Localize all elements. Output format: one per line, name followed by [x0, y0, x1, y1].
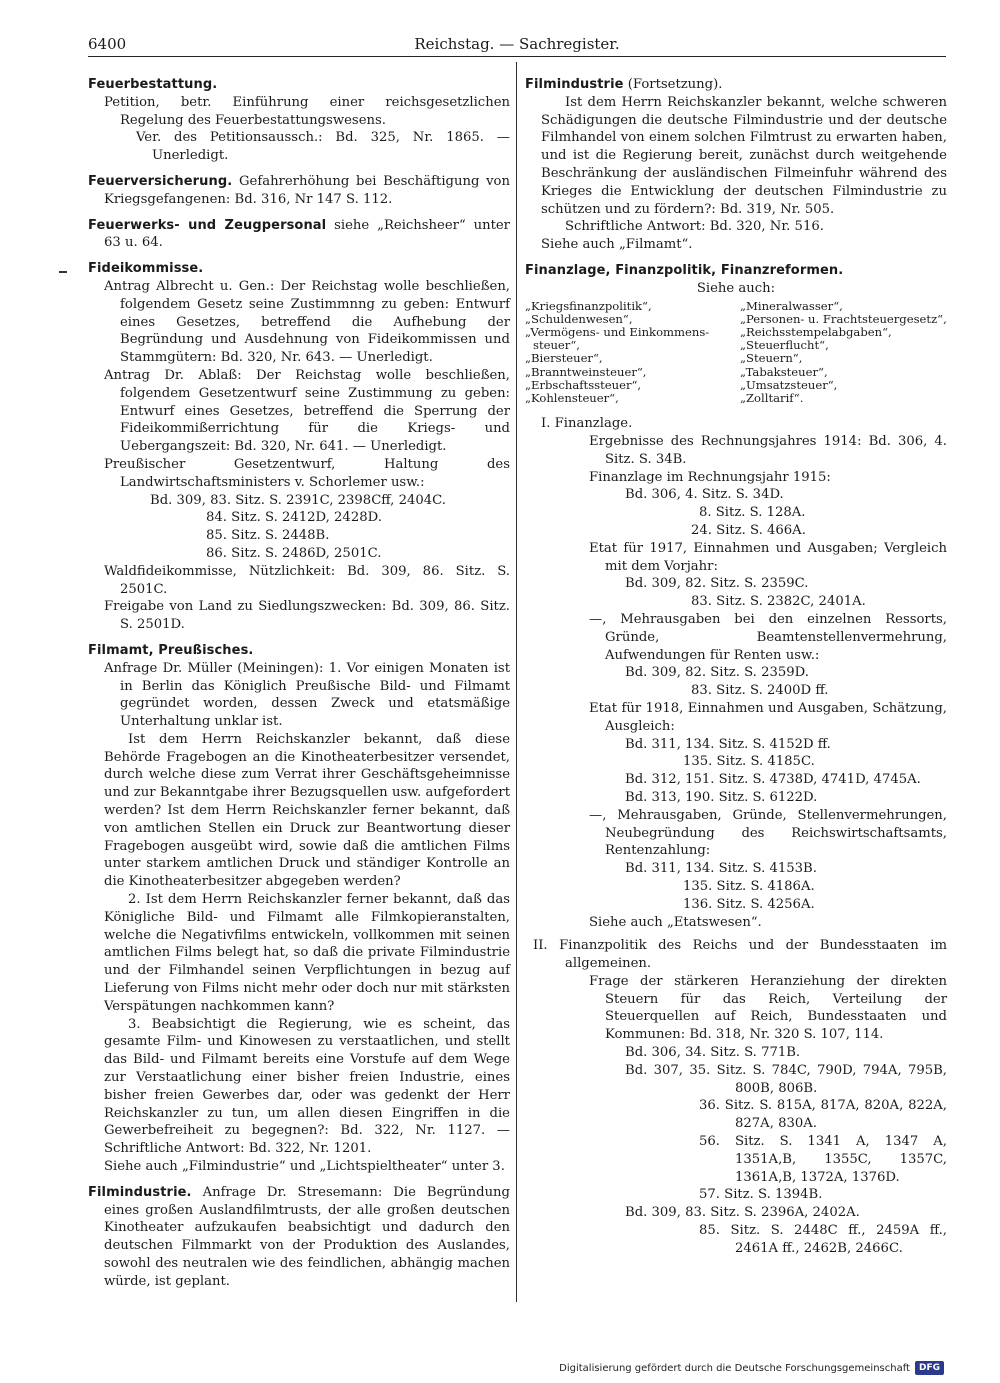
entry-text: Etat für 1917, Einnahmen und Ausgaben; Vergleich mit dem Vorjahr: — [589, 540, 947, 574]
entry-text: Petition, betr. Einführung einer reichsgesetzlichen Regelung des Feuerbestattungswesens. — [104, 94, 510, 128]
entry-text: Schriftliche Antwort: Bd. 320, Nr. 516. — [565, 219, 824, 235]
entry-text: Preußischer Gesetzentwurf, Haltung des Landwirtschaftsministers v. Schorlemer usw.: — [104, 456, 510, 490]
entry-text: Ist dem Herrn Reichskanzler bekannt, daß diese Behörde Fragebogen an die Kinotheaterbesitzer versendet, durch welche diese zum Verrat ihrer Geschäftsgeheimnisse und zur Bekanntgabe ihrer Bezugsquellen usw. aufgefordert werden? Ist dem Herrn Reichskanzler ferner bekannt, daß von amtlichen Stellen ein Druck zur Beantwortung dieser Fragebogen ausgeübt wird, sowie daß die amtlichen Films unter starkem amtlichen Druck und ständiger Kontrolle an die Kinotheaterbesitzer abgegeben werden? — [104, 731, 510, 890]
entry-filmindustrie-cont — [525, 76, 947, 254]
margin-mark — [59, 271, 67, 273]
page-number: 6400 — [88, 35, 127, 53]
entry-heading: Filmindustrie. — [88, 1184, 192, 1200]
entry-heading: Fideikommisse. — [88, 261, 204, 277]
entry-ref: Bd. 313, 190. Sitz. S. 6122D. — [625, 789, 818, 805]
entry-text — [88, 1184, 510, 1291]
entry-body: Anfrage Dr. Stresemann: Die Begründung eines großen Auslandfilmtrusts, der alle großen deutschen Kinotheater aufzukaufen beabsichtigt und dadurch den deutschen Filmmarkt von der Produktion des Auslandes, sowohl des neutralen wie des feindlichen, abhängig machen würde, ist geplant. — [104, 1184, 510, 1289]
entry-heading-line — [525, 76, 947, 94]
entry-heading: Feuerbestattung. — [88, 77, 218, 92]
entry-text: Finanzlage im Rechnungsjahr 1915: — [589, 469, 831, 485]
entry-ref: 85. Sitz. S. 2448B. — [206, 528, 330, 544]
entry-text: Etat für 1918, Einnahmen und Ausgaben, Schätzung, Ausgleich: — [589, 700, 947, 734]
entry-ref: 85. Sitz. S. 2448C ff., 2459A ff., 2461A ff., 2462B, 2466C. — [699, 1223, 947, 1256]
see-also-item: „Mineralwasser“, — [740, 298, 843, 313]
entry-text — [88, 173, 510, 209]
entry-feuerversicherung — [88, 173, 510, 209]
entry-ref: Bd. 306, 34. Sitz. S. 771B. — [625, 1045, 801, 1061]
see-also-item: „Zolltarif“. — [740, 390, 804, 405]
column-divider — [516, 62, 517, 1302]
entry-ref: 136. Sitz. S. 4256A. — [683, 896, 815, 912]
entry-text: Ist dem Herrn Reichskanzler bekannt, welche schweren Schädigungen die deutsche Filmindustrie und der deutsche Filmhandel von einem solchen Filmtrust zu erwarten haben, und ist die Regierung bereit, zunächst durch weitgehende Beschränkung der ausländischen Filmeinfuhr während des Krieges die Entwicklung der deutschen Filmindustrie zu schützen und zu fördern?: Bd. 319, Nr. 505. — [541, 94, 947, 217]
see-also-item: „Reichsstempelabgaben“, — [740, 324, 892, 339]
entry-heading: Finanzlage, Finanzpolitik, Finanzreformen. — [525, 262, 844, 278]
entry-text: Antrag Albrecht u. Gen.: Der Reichstag wolle beschließen, folgendem Gesetz seine Zustimmnng zu geben: Entwurf eines Gesetzes, betreffend die Aufhebung der Begründung und Ausdehnung von Fideikommissen und Stammgütern: Bd. 320, Nr. 643. — Unerledigt. — [104, 278, 510, 366]
entry-feuerbestattung — [88, 76, 510, 165]
page-header — [88, 33, 946, 57]
see-also-item: „Schuldenwesen“, — [525, 311, 633, 326]
entry-body: siehe „Reichsheer“ unter 63 u. 64. — [104, 217, 510, 251]
see-also-item: „Personen- u. Frachtsteuergesetz“, — [740, 311, 947, 326]
see-also-item: „Erbschaftssteuer“, — [525, 377, 642, 392]
section-label: II. Finanzpolitik des Reichs und der Bundesstaaten im allgemeinen. — [533, 938, 947, 972]
entry-ref: Bd. 311, 134. Sitz. S. 4152D ff. — [625, 736, 831, 752]
entry-ref: Bd. 309, 82. Sitz. S. 2359C. — [625, 576, 809, 592]
entry-text: Anfrage Dr. Müller (Meiningen): 1. Vor einigen Monaten ist in Berlin das Königlich Preußische Bild- und Filmamt gegründet worden, dessen Zweck und etatsmäßige Unterhaltung unklar ist. — [104, 660, 510, 730]
entry-text: 3. Beabsichtigt die Regierung, wie es scheint, das gesamte Film- und Kinowesen zu verstaatlichen, und stellt das Bild- und Filmamt bereits eine Vorstufe auf dem Wege zur Verstaatlichung einer bisher freien Industrie, eines bisher freien Gewerbes dar, oder was gedenkt der Herr Reichskanzler zu tun, um allen diesen Eingriffen in die Gewerbefreiheit zu begegnen?: Bd. 322, Nr. 1127. — Schriftliche Antwort: Bd. 322, Nr. 1201. — [104, 1016, 510, 1157]
entry-ref: 86. Sitz. S. 2486D, 2501C. — [206, 545, 382, 561]
entry-fideikommisse — [88, 260, 510, 634]
entry-text: 2. Ist dem Herrn Reichskanzler ferner bekannt, daß das Königliche Bild- und Filmamt alle Filmkopieranstalten, welche die Negativfilms entwickeln, vollkommen mit seinen amtlichen Films belegt hat, so daß die private Filmindustrie und der Filmhandel seinen Verpflichtungen in bezug auf Lieferung von Films nicht mehr oder doch nur mit stärksten Verspätungen nachkommen kann? — [104, 892, 510, 1014]
entry-ref: 56. Sitz. S. 1341 A, 1347 A, 1351A,B, 1355C, 1357C, 1361A,B, 1372A, 1376D. — [699, 1134, 947, 1185]
entry-heading: Feuerwerks- und Zeugpersonal — [88, 217, 327, 233]
entry-text: —, Mehrausgaben, Gründe, Stellenvermehrungen, Neubegründung des Reichswirtschaftsamts, Rentenzahlung: — [589, 807, 947, 859]
entry-ref: Bd. 309, 83. Sitz. S. 2391C, 2398Cff, 2404C. — [150, 492, 446, 508]
entry-ref: Bd. 312, 151. Sitz. S. 4738D, 4741D, 4745A. — [625, 772, 921, 788]
entry-ref: 135. Sitz. S. 4186A. — [683, 878, 815, 894]
right-column — [525, 76, 947, 1263]
entry-ref: 83. Sitz. S. 2382C, 2401A. — [691, 594, 866, 610]
entry-text: Freigabe von Land zu Siedlungszwecken: Bd. 309, 86. Sitz. S. 2501D. — [104, 599, 510, 633]
see-also-item: „Kriegsfinanzpolitik“, — [525, 298, 652, 313]
entry-text: Ergebnisse des Rechnungsjahres 1914: Bd. 306, 4. Sitz. S. 34B. — [589, 433, 947, 467]
entry-ref: Bd. 309, 82. Sitz. S. 2359D. — [625, 665, 809, 681]
see-also-label: Siehe auch: — [696, 280, 776, 296]
running-title: Reichstag. — Sachregister. — [414, 35, 620, 53]
entry-filmamt — [88, 642, 510, 1176]
entry-heading-suffix: (Fortsetzung). — [627, 77, 723, 92]
entry-text: —, Mehrausgaben bei den einzelnen Ressorts, Gründe, Beamtenstellenvermehrung, Aufwendungen für Renten usw.: — [589, 611, 947, 663]
entry-filmindustrie — [88, 1184, 510, 1291]
section-finanzlage-2 — [525, 937, 947, 1257]
entry-text: Siehe auch „Etatswesen“. — [589, 914, 762, 930]
see-also-item: „Kohlensteuer“, — [525, 390, 619, 405]
see-also-left — [525, 300, 732, 406]
see-also-list — [525, 298, 947, 416]
see-also-item: „Steuern“, — [740, 351, 803, 366]
entry-ref: 8. Sitz. S. 128A. — [699, 505, 806, 521]
see-also-item: „Vermögens- und Einkommens- — [525, 324, 710, 339]
entry-heading: Filmamt, Preußisches. — [88, 642, 254, 658]
entry-finanzlage — [525, 262, 947, 1258]
entry-text: Waldfideikommisse, Nützlichkeit: Bd. 309, 86. Sitz. S. 2501C. — [104, 563, 510, 597]
entry-text: Siehe auch „Filmindustrie“ und „Lichtspieltheater“ unter 3. — [104, 1159, 505, 1175]
entry-ref: Bd. 311, 134. Sitz. S. 4153B. — [625, 861, 817, 877]
entry-ref: 135. Sitz. S. 4185C. — [683, 754, 815, 770]
section-finanzlage-1 — [525, 415, 947, 931]
see-also-item: „Branntweinsteuer“, — [525, 364, 647, 379]
entry-text: Siehe auch „Filmamt“. — [541, 237, 693, 253]
entry-feuerwerks — [88, 217, 510, 253]
entry-text: Frage der stärkeren Heranziehung der direkten Steuern für das Reich, Verteilung der Steuerquellen auf Reich, Bundesstaaten und Kommunen: Bd. 318, Nr. 320 S. 107, 114. — [589, 973, 947, 1043]
see-also-item: „Biersteuer“, — [525, 351, 603, 366]
entry-ref: 83. Sitz. S. 2400D ff. — [691, 683, 829, 699]
entry-ref: 36. Sitz. S. 815A, 817A, 820A, 822A, 827A, 830A. — [699, 1098, 947, 1132]
left-column — [88, 76, 510, 1296]
entry-body: Gefahrerhöhung bei Beschäftigung von Kriegsgefangenen: Bd. 316, Nr 147 S. 112. — [104, 173, 510, 207]
entry-heading: Filmindustrie — [525, 77, 624, 92]
see-also-item: „Tabaksteuer“, — [740, 364, 828, 379]
entry-ref: 24. Sitz. S. 466A. — [691, 522, 806, 538]
see-also-item: „Umsatzsteuer“, — [740, 377, 838, 392]
footer-text: Digitalisierung gefördert durch die Deutsche Forschungsgemeinschaft — [559, 1362, 910, 1374]
see-also-item: „Steuerflucht“, — [740, 338, 829, 353]
entry-ref: Bd. 309, 83. Sitz. S. 2396A, 2402A. — [625, 1205, 860, 1221]
entry-ref: 57. Sitz. S. 1394B. — [699, 1187, 823, 1203]
see-also-right — [740, 300, 947, 406]
entry-ref: Bd. 307, 35. Sitz. S. 784C, 790D, 794A, 795B, 800B, 806B. — [625, 1062, 947, 1096]
entry-ref: 84. Sitz. S. 2412D, 2428D. — [206, 510, 382, 526]
entry-text: Antrag Dr. Ablaß: Der Reichstag wolle beschließen, folgendem Gesetzentwurf seine Zustimmung zu geben: Entwurf eines Gesetzes, betreffend die Sperrung der Fideikommißerrichtung für die Kriegs- und Uebergangszeit: Bd. 320, Nr. 641. — Unerledigt. — [104, 367, 510, 455]
entry-ref: Ver. des Petitionsaussch.: Bd. 325, Nr. 1865. — Unerledigt. — [136, 130, 510, 164]
section-label: I. Finanzlage. — [541, 416, 633, 432]
see-also-item: steuer“, — [533, 338, 580, 353]
footer — [559, 1361, 944, 1375]
entry-text — [88, 217, 510, 253]
dfg-logo-icon: DFG — [915, 1361, 944, 1375]
entry-heading: Feuerversicherung. — [88, 173, 233, 189]
entry-ref: Bd. 306, 4. Sitz. S. 34D. — [625, 487, 784, 503]
